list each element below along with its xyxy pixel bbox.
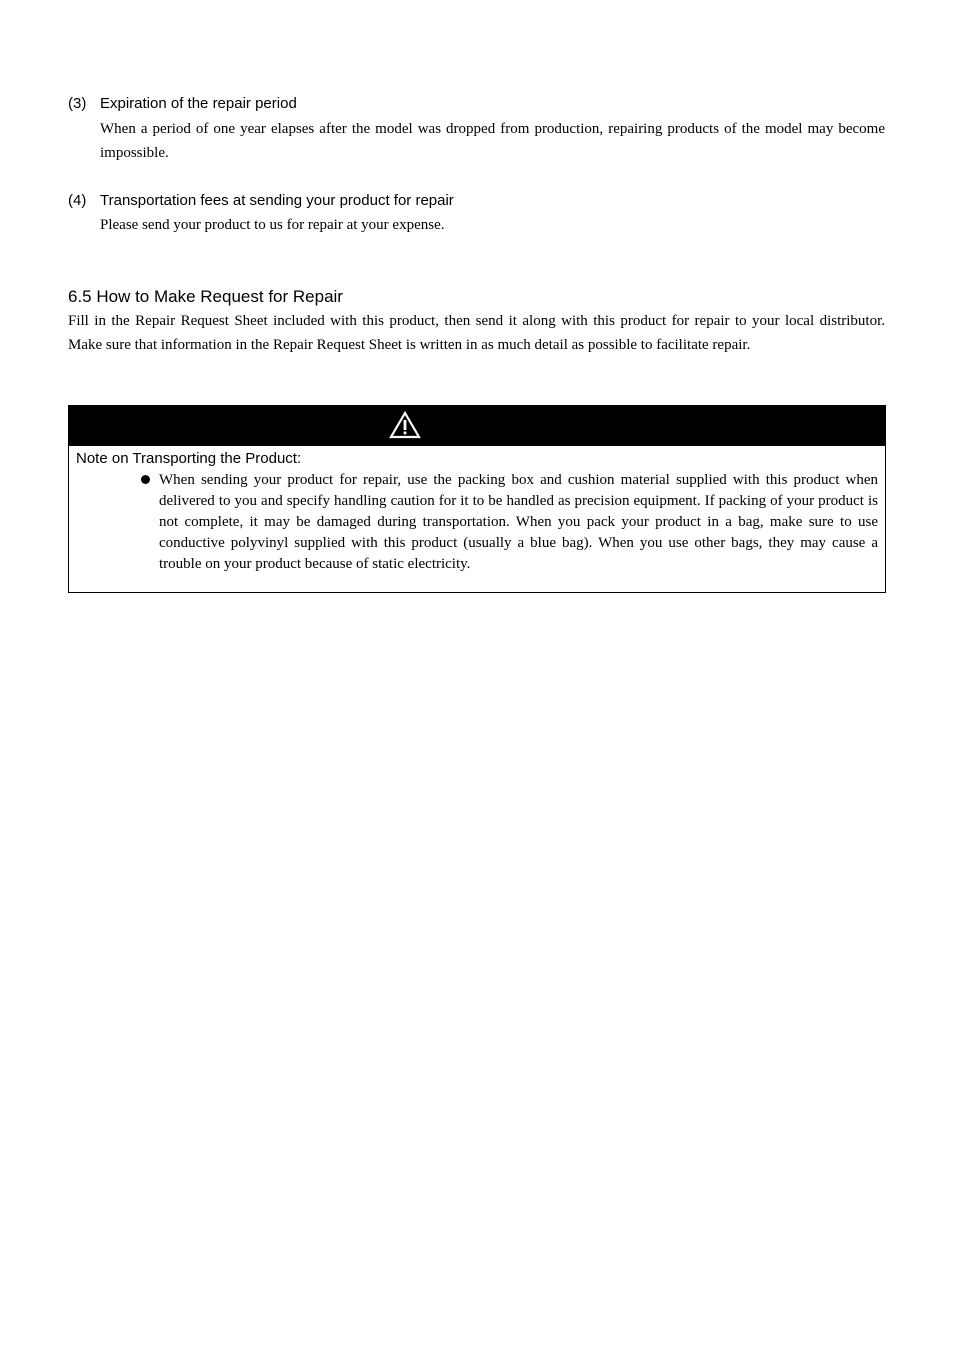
caution-header bbox=[69, 406, 885, 446]
item-4-body: Please send your product to us for repair at your expense. bbox=[100, 217, 445, 233]
bullet-dot-icon bbox=[141, 475, 150, 484]
caution-box bbox=[68, 405, 886, 593]
section-title: 6.5 How to Make Request for Repair bbox=[68, 287, 343, 306]
item-4-heading-text: Transportation fees at sending your product for repair bbox=[100, 192, 454, 209]
caution-bullet-text: When sending your product for repair, use the packing box and cushion material supplied with this product when delivered to you and specify handling caution for it to be handled as precision equipment. If packing of your product is not complete, it may be damaged during transportation. When you pack your product in a bag, make sure to use conductive polyvinyl supplied with this product (usually a blue bag). When you use other bags, they may cause a trouble on your product because of static electricity. bbox=[159, 472, 878, 572]
item-3-body: When a period of one year elapses after the model was dropped from production, repairing products of the model may become impossible. bbox=[100, 121, 885, 161]
item-3-number: (3) bbox=[68, 95, 87, 112]
item-3-heading bbox=[68, 95, 297, 113]
section-body: Fill in the Repair Request Sheet included with this product, then send it along with this product for repair to your local distributor. Make sure that information in the Repair Request Sheet is written in as much detail as possible to facilitate repair. bbox=[68, 313, 885, 353]
item-3-heading-text: Expiration of the repair period bbox=[100, 95, 297, 112]
item-4-number: (4) bbox=[68, 192, 87, 209]
item-4-heading bbox=[68, 192, 454, 210]
caution-title: Note on Transporting the Product: bbox=[76, 450, 302, 467]
warning-triangle-icon bbox=[389, 411, 421, 439]
